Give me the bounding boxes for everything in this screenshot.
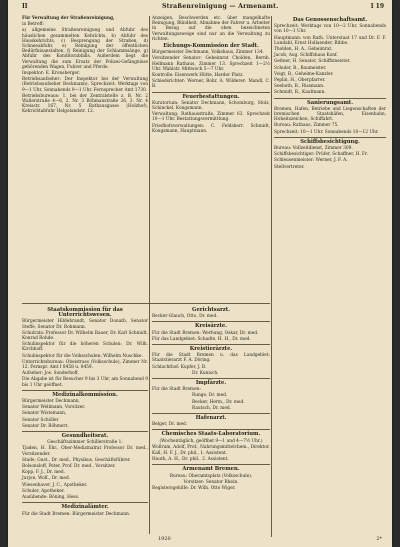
column-1-lower <box>22 306 148 518</box>
entry-text: Für die Stadt Bremen u. das Landgebiet: Staatstierarzt F. A. Döring. <box>152 353 270 364</box>
page-header-left: II <box>22 3 28 10</box>
entry-text: Schmidt, B., Kaufmann. <box>274 90 326 96</box>
column-3 <box>274 16 386 171</box>
page-header <box>22 4 384 14</box>
entry-text: Schiffsbesichtiger: Prüfer, Schaffner, H. Fr. <box>274 152 368 158</box>
section-heading: Armenamt Bremen. <box>182 466 240 473</box>
column-rule-2 <box>271 16 272 537</box>
column-2-lower <box>152 306 270 492</box>
entry-text: Schleusenmeister: Werner, J. F. A. <box>274 158 348 164</box>
entry-text: Kall, H. F. J., Dr. phil., 1. Assistent. <box>152 451 228 457</box>
divider <box>22 390 148 391</box>
page-footer-year: 1920 <box>158 536 171 542</box>
entry-text: Dr. Kunisch. <box>192 370 219 376</box>
entry-text: Bürgermeister Dechmann, Volkshaus, Zimmer 134. <box>152 50 264 56</box>
section-heading: Kreisärzte. <box>195 323 227 330</box>
entry-text: Aufseher: Jos. Sonderhoff. <box>22 371 79 377</box>
entry-text: Kuratorium: Senator Dechmann, Schomburg, Stolz, Schinckel, Kongsmann. <box>152 100 270 112</box>
divider <box>274 98 386 99</box>
entry-text: Friedhofsverwaltungen: C. Feldsherr. Schmidt, Kongsmann, Hauptmann. <box>152 123 270 134</box>
entry-heading: Für Verwaltung der Straßenreinigung, <box>22 16 115 21</box>
entry-text: Hauth, A. H., Dr. phil., 2. Assistent. <box>152 457 229 463</box>
entry-text: Rautsch, Dr. med. <box>192 405 231 411</box>
entry-text: Schiedsrichter: Werner, Bohr. A. Wilderer: Mandl, C. B. <box>152 79 270 90</box>
entry-text: Inspektor: E. Kronsberger. <box>22 71 81 77</box>
entry-text: Betriebsaufseher: Der Inspektor bei der Verwaltung (Betriebsaufseher Beckmann). Sprechzeit: Werktags von 9—1 Uhr, Sonnabends 9—1 Uhr. Fernsprecher Amt 1730. <box>22 77 148 93</box>
entry-text: Belger, Dr. med. <box>152 422 188 428</box>
entry-text: Sprechzeit: 10—1 Uhr. Sonnabends 10—12 Uhr. <box>274 129 379 135</box>
entry-text: Runge, Dr. med. <box>192 393 228 399</box>
section-heading: Medizinalämter. <box>61 504 109 511</box>
entry-text: Bürgermeister Hildebrandt, Senator Donath, Senator Steffe, Senator Dr. Rohmann. <box>22 319 148 330</box>
entry-text: Tjaden, H. Ehr., Ober-Medizinalrat Professor Dr. med., Vorsitzender. <box>22 446 148 457</box>
entry-text: Senator Wellmann, Vorsitzer. <box>22 405 86 411</box>
entry-text: Registersgehilfe: Dr. Wilh. Otto Wiger. <box>152 486 236 492</box>
entry-text: a) allgemeine Straßenreinigung und Abfuhr des häuslichen gesammelten Kehrichts, b) Abfuhr des Hauskehrichts, c) Besprengung der Straßen, d) Schneeabfuhr, e) Reinigung der öffentlichen Bedürfnisanstalten, f) Reinigung der Schlammsänge, g) Abfuhr des Konditorabfalls. Außerdem liegt die Verwaltung die zum Ersatz der Polizei-Gefängnisse gehörenden Wagen, Fuhrer und Pferde. <box>22 28 148 70</box>
section-heading: Hafenarzt. <box>195 415 227 422</box>
page-header-number: I 19 <box>370 3 384 10</box>
entry-text: Anzeigen, Beschwerden etc. über mangelhafte Reinigung, Blindheit, Abnahme der Fahrer u. Arbeiter in Bezug auf die oben bezeichneten Verwaltungszweige sind nur an die Verwaltung zu richten. <box>152 16 270 42</box>
column-1-top <box>22 16 148 116</box>
entry-text: (Wochentäglich, geöffnet 9—1 und 4—7½ Uhr.) <box>159 438 263 444</box>
entry-text: Wollrum, Adolf, Prof., Nahrungsmittelchem., Direktor. <box>152 444 270 450</box>
entry-text: Kontrolle: Eisenwerk Hütte, Harder Platz. <box>152 73 244 79</box>
section-heading: Gerichtsarzt. <box>192 307 230 313</box>
divider <box>152 429 270 430</box>
entry-text: Sprechzeit: Werktags von 10—2 Uhr, Sonnabends von 10—1 Uhr. <box>274 24 386 35</box>
entry-text: Bureau: Vollzeitdienst, Zimmer 309. <box>274 146 353 152</box>
section-heading: Impfärzte. <box>195 380 227 387</box>
entry-text: Voigt, B., Geheime-Kanzler. <box>274 71 334 77</box>
entry-text: Senator Schöller <box>22 417 59 423</box>
column-2-top <box>152 16 270 135</box>
divider <box>152 378 270 379</box>
entry-text: Tholden, H. A., Geheimrat. <box>274 47 333 53</box>
entry-text: Schuler, B., Baumeister. <box>274 65 327 71</box>
entry-text: Für die Stadt Bremen: Werbung, Oskar, Dr. med. <box>152 330 259 336</box>
entry-text: Vorsitzer: Senator Rhein. <box>183 479 239 485</box>
page-header-title: Straßenreinigung — Armenamt. <box>162 3 279 10</box>
entry-text: Vorsitzender Senator: Geheimrat Cholden, Bernh. Hellmann Rathaus, Zimmer 13. Sprechzeit 1—2½ Uhr. Wahlstr. Mittwoch 5—7 Uhr. <box>152 56 270 72</box>
entry-text: Becker-Glauch, Otto, Dr. med. <box>152 314 218 320</box>
divider <box>152 92 270 93</box>
entry-text: Die Abgabe ist für Besucher 9 bis 3 Uhr, am Sonnabend 9 bis 1 Uhr geöffnet. <box>22 377 148 388</box>
entry-text: Senator Wistemann, <box>22 411 67 417</box>
column-rule-1 <box>149 16 150 316</box>
divider <box>152 344 270 345</box>
section-heading: Kreistierärzte. <box>189 346 233 353</box>
entry-text: Jurjon, Wolf., Dr. med. <box>22 476 71 482</box>
divider <box>274 137 386 138</box>
entry-text: Kopp, F. J., Dr. med. <box>22 470 65 476</box>
entry-text: Senator Dr. Böhmert. <box>22 423 69 429</box>
entry-text: Ausübende: Böning, Hess. <box>22 495 80 501</box>
entry-text: Hauptmann: von Rath. Unterstaat 17 und Dr. F. F. Lundahl, Ernst Hollaender, Ribbe. <box>274 35 386 46</box>
entry-text: Unterrichtsbureau: Obeistrass (Volksschule), Zimmer Nr. 12. Fernspr. Amt I 8458 u. 8459. <box>22 359 148 371</box>
page-footer-signature: 2* <box>376 536 382 542</box>
section-heading: Gesundheitsrat. <box>61 433 109 440</box>
entry-text: Bureau: Oberamtsplatz (Volksschule). <box>169 473 253 479</box>
section-heading: Feuerbestattungen. <box>182 93 240 100</box>
section-heading: Schiffsbesichtigung. <box>300 138 360 145</box>
section-heading: Sanierungsamt. <box>306 99 354 106</box>
entry-text: Peplin, H., Oberpfarrer. <box>274 78 326 84</box>
entry-text: Schulinspektor für die Volksschulen: Wilhelm Nuschke. <box>22 353 143 359</box>
entry-text: Betriebsbureaus: 1. bei der Zentralstelle z. B. Nr. 2 Wallerstraße 4—6, 2. Nr. 3 Böhmanstraße 26, 3. Nr. 4 Kreisstr. 167, Nr. 5 Rathausgasse (Holzhof), Kehrichtabfuhr Helgolandstr. 12. <box>22 93 148 115</box>
entry-text: Für das Landgebiet: Schadte, H. H., Dr. med. <box>152 336 251 342</box>
section-heading: Chemisches Staats-Laboratorium. <box>161 431 261 438</box>
entry-text: Für die Stadt Bremen: <box>152 387 201 393</box>
entry-text: Geschäftszimmer Schillerstraße 1. <box>47 440 123 446</box>
entry-text: Schlachthof: Kupfer, J. B. <box>152 364 207 370</box>
column-rule-lower <box>149 306 150 534</box>
entry-text: Schulrats: Professor Dr. Wilhelm Bauer, Dr. Karl Schmidt, Konrad Rohde. <box>22 330 148 342</box>
entry-text: Seeboth, B., Rissmann. <box>274 84 325 90</box>
divider <box>152 464 270 465</box>
entry-text: Wiesenhaver, J. C., Apotheker. <box>22 482 88 488</box>
entry-text: Stellvertreter. <box>274 164 305 170</box>
divider <box>152 413 270 414</box>
section-heading: Staatskommission für das Unterrichtswesen. <box>47 307 123 319</box>
directory-page <box>8 0 392 547</box>
entry-text: Schulinspektor für die höheren Schulen: Dr. Wilh. Kirchhoff. <box>22 342 148 353</box>
section-heading: Medizinalkommission. <box>52 391 118 398</box>
entry-text: Bureau: Rathaus, Zimmer 75. <box>274 123 339 129</box>
entry-text: Verwaltung: Rathausstraße, Zimmer 63. Sprechzeit 10—1 Uhr. Bestattungsvermittlung. <box>152 112 270 123</box>
entry-text: Bolsonsloff, Peter, Prof. Dr. med., Vorsitzer. <box>22 464 116 470</box>
horizontal-rule <box>22 303 270 304</box>
entry-text: Becker, Herm., Dr. med. <box>192 399 245 405</box>
section-heading: Eichungs-Kommission der Stadt. <box>163 43 259 50</box>
section-heading: Das Genossenschaftsamt. <box>292 17 368 23</box>
entry-text: Bürgermeister Dechmann, <box>22 399 80 405</box>
entry-text: Schuler, Apotheker. <box>22 488 65 494</box>
entry-text: Stade, Gust., Dr. med., Physikus, Geschäftsführer. <box>22 457 131 463</box>
entry-text: Geßner, H. Senator, Schiffsmeister. <box>274 59 351 65</box>
entry-text: Für die Stadt Bremen: Bürgermeister Dechmann. <box>22 511 131 517</box>
entry-text: Jacob, Aug. Schiffshaus Konf. <box>274 53 338 59</box>
divider <box>22 431 148 432</box>
entry-text: Bremen, Hafen, Betriebe und Liegenschaften der bremischen Staatshäfen, Eisenbahn, Hoheitszeichen, Schiffahrt. <box>274 106 386 123</box>
entry-text: in Betreff: <box>22 22 45 28</box>
